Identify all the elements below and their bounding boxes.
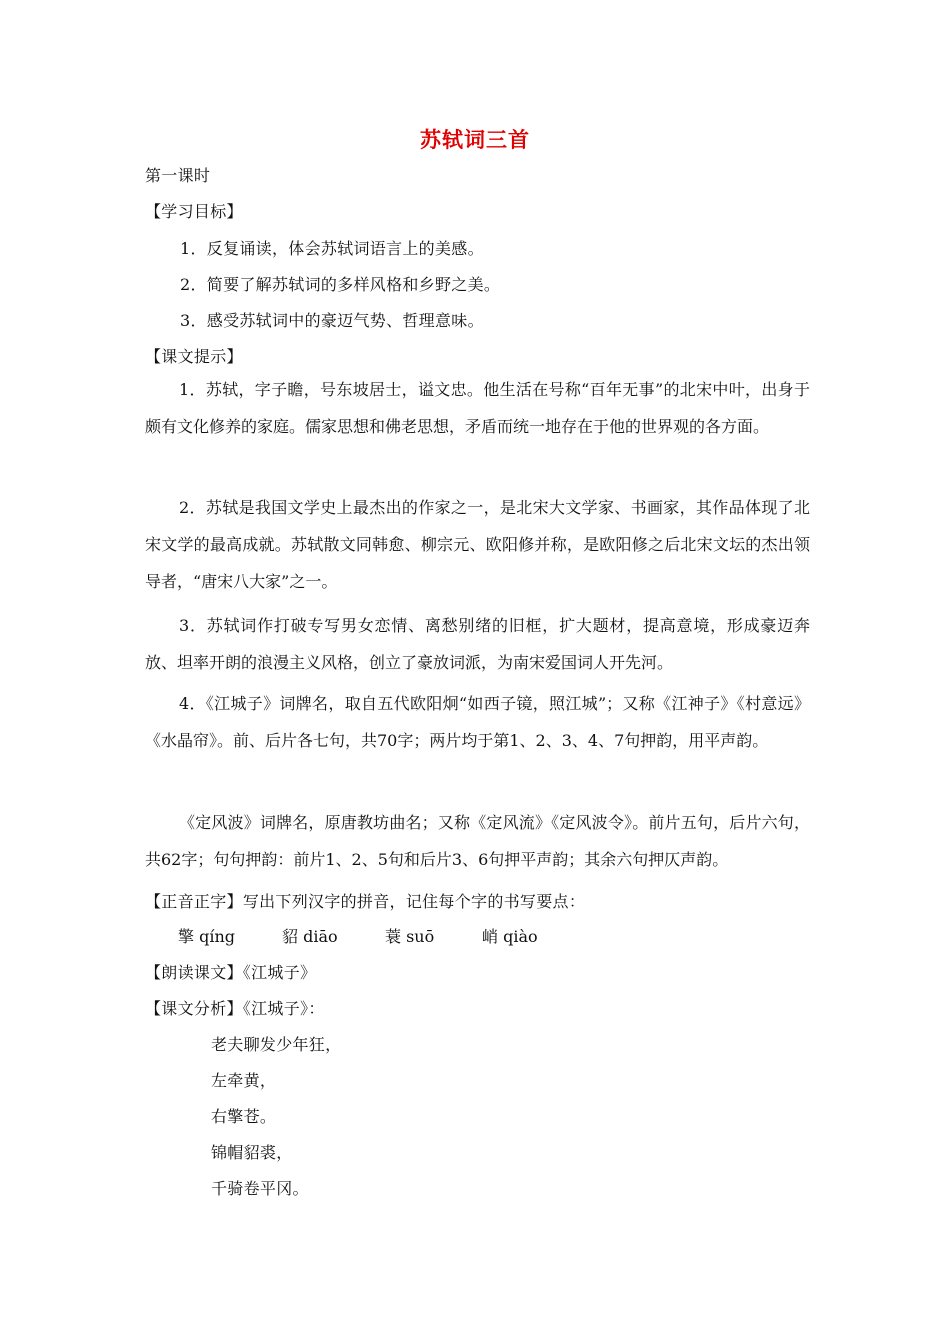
analysis-heading: 【课文分析】 [145,999,243,1018]
pronunciation-instruction: 写出下列汉字的拼音，记住每个字的书写要点： [242,892,586,911]
poem-line: 老夫聊发少年狂， [211,1035,342,1054]
reading-text: 《江城子》 [242,963,317,982]
pinyin-item: 蓑 suō [385,927,435,946]
pronunciation-row [145,889,585,912]
pinyin-item: 貂 diāo [282,927,338,946]
poem-line: 锦帽貂裘， [211,1143,293,1162]
poem-line: 左牵黄， [211,1071,277,1090]
analysis-text: 《江城子》： [242,999,325,1018]
tips-paragraph-4: 4．《江城子》词牌名，取自五代欧阳炯“如西子镜，照江城”；又称《江神子》《村意远》《水晶帘》。前、后片各七句，共70字；两片均于第1、2、3、4、7句押韵，用平声韵。 [145,694,810,750]
lesson-label: 第一课时 [145,166,211,185]
goal-item: 1．反复诵读，体会苏轼词语言上的美感。 [180,239,484,258]
poem-line: 右擎苍。 [211,1107,277,1126]
goal-item: 2．简要了解苏轼词的多样风格和乡野之美。 [180,275,501,294]
pinyin-item: 峭 qiào [482,927,538,946]
pinyin-item: 擎 qíng [178,927,235,946]
goals-heading: 【学习目标】 [145,202,243,221]
tips-paragraph-5: 《定风波》词牌名，原唐教坊曲名；又称《定风流》《定风波令》。前片五句，后片六句，共62字；句句押韵：前片1、2、5句和后片3、6句押平声韵；其余六句押仄声韵。 [145,813,810,869]
tips-paragraph-1: 1．苏轼，字子瞻，号东坡居士，谥文忠。他生活在号称“百年无事”的北宋中叶，出身于颇有文化修养的家庭。儒家思想和佛老思想，矛盾而统一地存在于他的世界观的各方面。 [145,380,810,436]
goal-item: 3．感受苏轼词中的豪迈气势、哲理意味。 [180,311,484,330]
reading-heading: 【朗读课文】 [145,963,243,982]
tips-paragraph-2: 2．苏轼是我国文学史上最杰出的作家之一，是北宋大文学家、书画家，其作品体现了北宋文学的最高成就。苏轼散文同韩愈、柳宗元、欧阳修并称，是欧阳修之后北宋文坛的杰出领导者，“唐宋八大家”之一。 [145,498,810,591]
tips-heading: 【课文提示】 [145,347,243,366]
tips-paragraph-3: 3．苏轼词作打破专写男女恋情、离愁别绪的旧框，扩大题材，提高意境，形成豪迈奔放、坦率开朗的浪漫主义风格，创立了豪放词派，为南宋爱国词人开先河。 [145,616,810,672]
document-title: 苏轼词三首 [420,128,530,152]
pronunciation-heading: 【正音正字】 [145,892,243,911]
reading-row [145,960,316,983]
analysis-row [145,996,325,1019]
poem-line: 千骑卷平冈。 [211,1179,309,1198]
